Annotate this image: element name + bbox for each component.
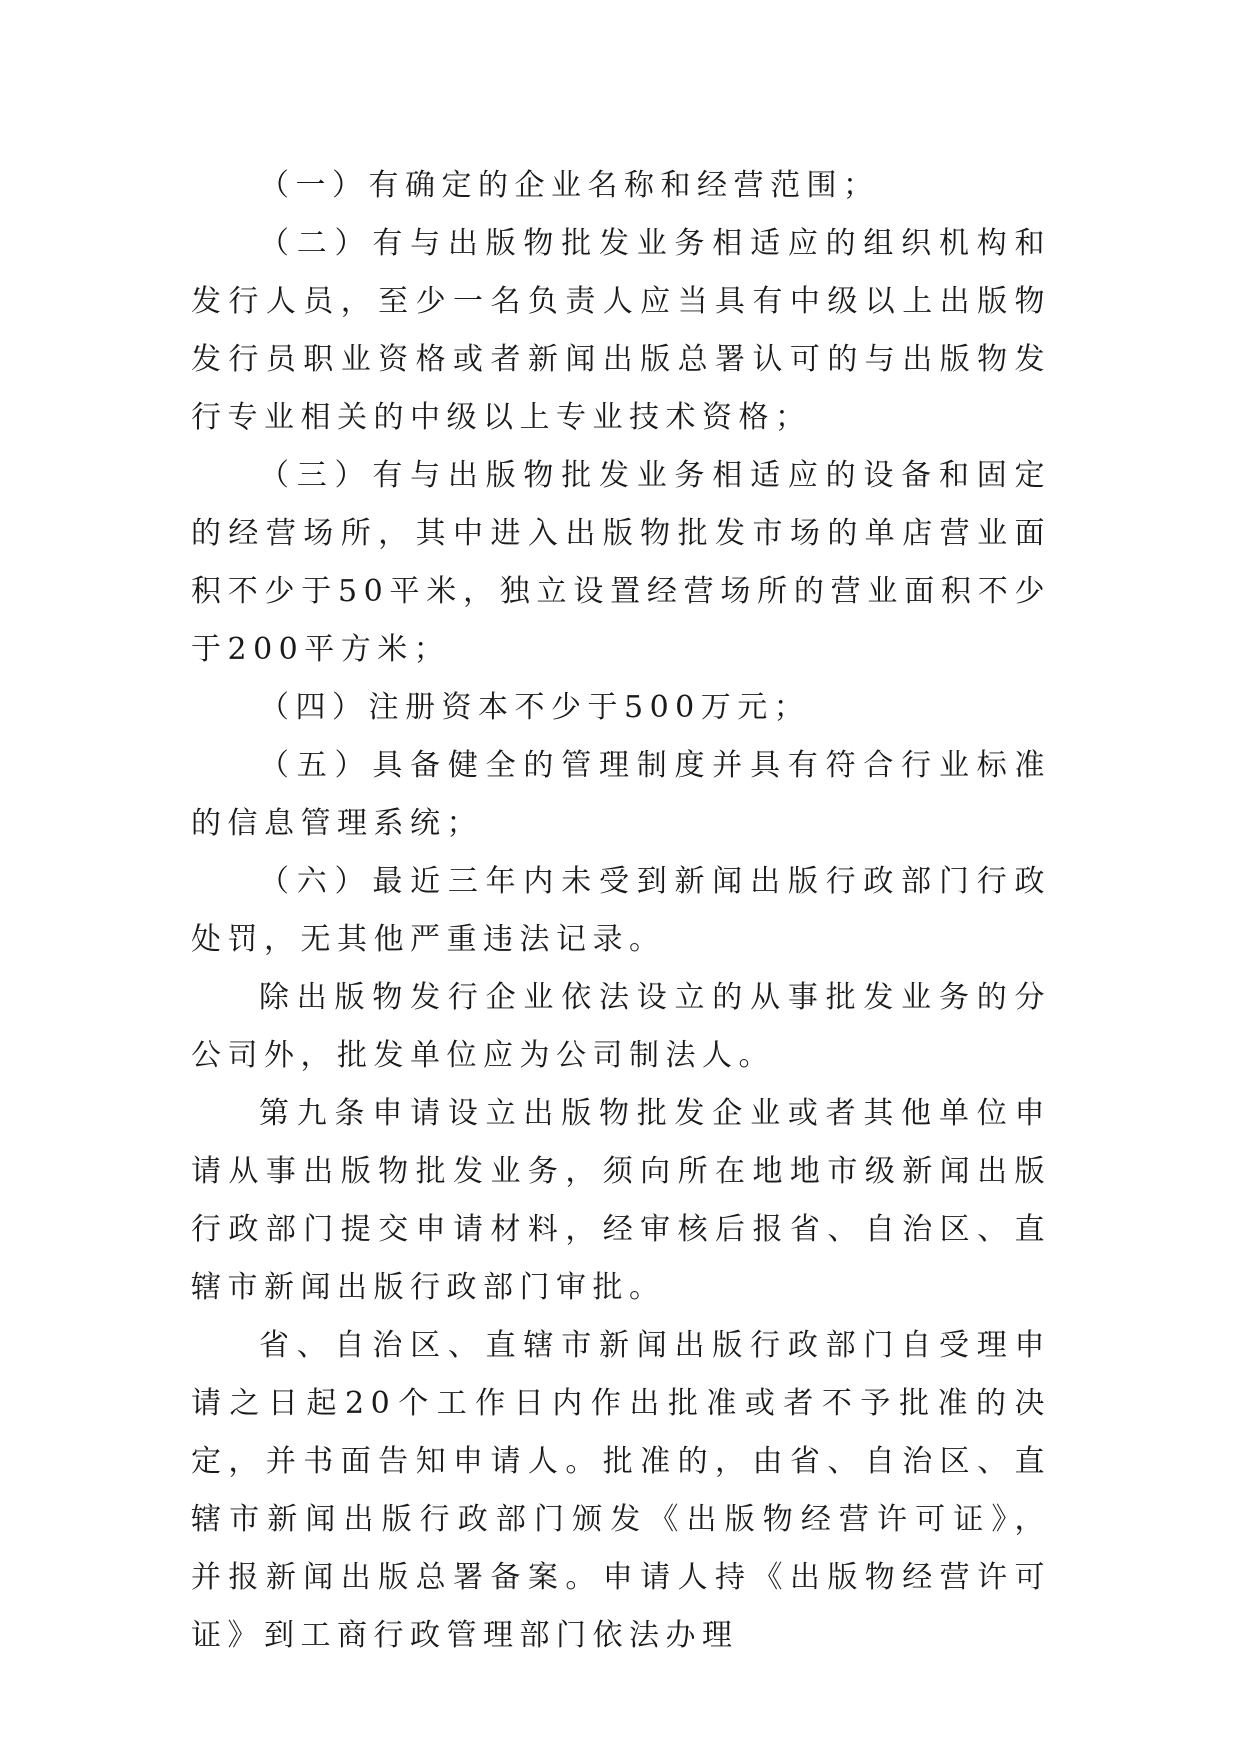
paragraph-approval-procedure: 省、自治区、直辖市新闻出版行政部门自受理申请之日起20个工作日内作出批准或者不予批准的决定，并书面告知申请人。批准的，由省、自治区、直辖市新闻出版行政部门颁发《出版物经营许可证》，并报新闻出版总署备案。申请人持《出版物经营许可证》到工商行政管理部门依法办理 [191, 1328, 1051, 1653]
paragraph-branch-exception: 除出版物发行企业依法设立的从事批发业务的分公司外，批发单位应为公司制法人。 [191, 980, 1051, 1073]
paragraph-condition-2: （二）有与出版物批发业务相适应的组织机构和发行人员，至少一名负责人应当具有中级以上出版物发行员职业资格或者新闻出版总署认可的与出版物发行专业相关的中级以上专业技术资格； [191, 226, 1051, 435]
paragraph-condition-1: （一）有确定的企业名称和经营范围； [259, 168, 880, 203]
paragraph-condition-5: （五）具备健全的管理制度并具有符合行业标准的信息管理系统； [191, 748, 1051, 841]
paragraph-article-9: 第九条申请设立出版物批发企业或者其他单位申请从事出版物批发业务，须向所在地地市级新闻出版行政部门提交申请材料，经审核后报省、自治区、直辖市新闻出版行政部门审批。 [191, 1096, 1051, 1305]
paragraph-condition-4: （四）注册资本不少于500万元； [259, 690, 811, 725]
paragraph-condition-6: （六）最近三年内未受到新闻出版行政部门行政处罚，无其他严重违法记录。 [191, 864, 1051, 957]
paragraph-condition-3: （三）有与出版物批发业务相适应的设备和固定的经营场所，其中进入出版物批发市场的单店营业面积不少于50平米，独立设置经营场所的营业面积不少于200平方米； [191, 458, 1051, 667]
document-body [191, 157, 1051, 1665]
